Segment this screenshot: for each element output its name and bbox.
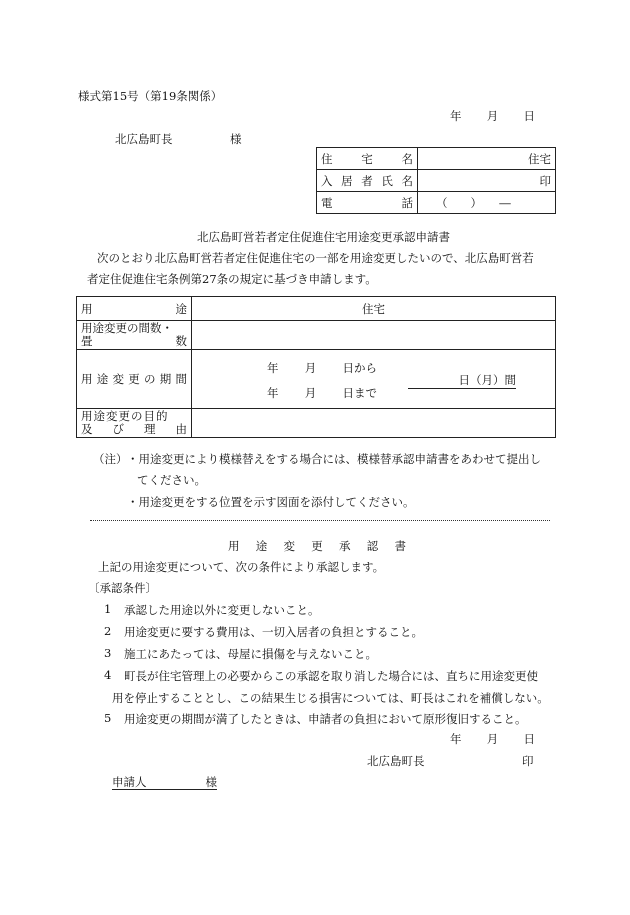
condition-5-num: 5 bbox=[104, 711, 112, 725]
addressee-sama: 様 bbox=[230, 132, 242, 146]
condition-2-text: 用途変更に要する費用は、一切入居者の負担とすること。 bbox=[124, 625, 423, 639]
applicant-label-resident: 入 居 者 氏 名 bbox=[317, 170, 418, 192]
document-title: 北広島町営若者定住促進住宅用途変更承認申請書 bbox=[197, 230, 450, 244]
approval-seal: 印 bbox=[522, 754, 534, 768]
approval-applicant-label: 申請人 bbox=[112, 775, 147, 789]
condition-1-text: 承認した用途以外に変更しないこと。 bbox=[124, 603, 320, 617]
period-value[interactable] bbox=[192, 350, 556, 409]
intro-line-2: 者定住促進住宅条例第27条の規定に基づき申請します。 bbox=[87, 272, 377, 286]
approval-intro: 上記の用途変更について、次の条件により承認します。 bbox=[98, 560, 385, 574]
note-item-2: ・用途変更をする位置を示す図面を添付してください。 bbox=[127, 495, 415, 509]
note-item-1: ・用途変更により模様替えをする場合には、模様替承認申請書をあわせて提出し bbox=[127, 452, 541, 466]
reason-label bbox=[77, 409, 192, 438]
approval-date-line bbox=[450, 731, 535, 747]
applicant-value-resident[interactable]: 印 bbox=[418, 170, 556, 192]
condition-4-text-cont: 用を停止することとし、この結果生じる損害については、町長はこれを補償しない。 bbox=[112, 691, 549, 705]
applicant-value-housing[interactable]: 住宅 bbox=[418, 148, 556, 170]
notes-prefix: （注） bbox=[93, 452, 128, 466]
period-to-month: 月 bbox=[304, 386, 317, 400]
period-to-year: 年 bbox=[267, 386, 279, 400]
period-from-day: 日から bbox=[342, 361, 377, 375]
approval-date-month: 月 bbox=[486, 732, 499, 746]
addressee-name: 北広島町長 bbox=[115, 132, 173, 146]
reason-label-line-2: 及 び 理 由 bbox=[81, 422, 187, 436]
period-from bbox=[267, 360, 377, 376]
period-to bbox=[267, 385, 377, 401]
purpose-label: 用 途 bbox=[77, 297, 192, 321]
date-year: 年 bbox=[450, 109, 462, 123]
date-day: 日 bbox=[523, 109, 535, 123]
applicant-value-phone[interactable]: （ ） ― bbox=[418, 192, 556, 214]
rooms-label-line-1: 用途変更の間数・ bbox=[81, 321, 173, 335]
form-number: 様式第15号（第19条関係） bbox=[78, 89, 223, 103]
note-item-1-cont: てください。 bbox=[137, 473, 206, 487]
condition-3-text: 施工にあたっては、母屋に損傷を与えないこと。 bbox=[124, 647, 377, 661]
condition-4-num: 4 bbox=[104, 668, 112, 682]
approval-applicant-sama: 様 bbox=[205, 775, 217, 789]
approval-date-year: 年 bbox=[450, 732, 462, 746]
approval-mayor: 北広島町長 bbox=[367, 754, 425, 768]
conditions-header: 〔承認条件〕 bbox=[88, 581, 157, 595]
intro-line-1: 次のとおり北広島町営若者定住促進住宅の一部を用途変更したいので、北広島町営若 bbox=[97, 251, 534, 265]
period-from-year: 年 bbox=[267, 361, 279, 375]
main-table bbox=[76, 296, 556, 438]
applicant-label-phone: 電 話 bbox=[317, 192, 418, 214]
dotted-divider bbox=[90, 520, 550, 521]
condition-1-num: 1 bbox=[104, 602, 112, 616]
period-days: 日（月）間 bbox=[408, 372, 516, 389]
condition-4-text: 町長が住宅管理上の必要からこの承認を取り消した場合には、直ちに用途変更使 bbox=[124, 669, 538, 683]
date-month: 月 bbox=[486, 109, 499, 123]
rooms-label bbox=[77, 321, 192, 350]
applicant-table bbox=[316, 147, 556, 214]
reason-label-line-1: 用途変更の目的 bbox=[81, 409, 169, 423]
approval-date-day: 日 bbox=[523, 732, 535, 746]
approval-applicant bbox=[112, 775, 217, 790]
condition-5-text: 用途変更の期間が満了したときは、申請者の負担において原形復旧すること。 bbox=[124, 712, 527, 726]
applicant-label-housing: 住 宅 名 bbox=[317, 148, 418, 170]
rooms-label-line-2: 畳 数 bbox=[81, 334, 187, 348]
reason-value[interactable] bbox=[192, 409, 556, 438]
period-label: 用 途 変 更 の 期 間 bbox=[77, 350, 192, 409]
purpose-value[interactable]: 住宅 bbox=[192, 297, 556, 321]
period-to-day: 日まで bbox=[342, 386, 377, 400]
rooms-value[interactable] bbox=[192, 321, 556, 350]
date-line bbox=[450, 108, 535, 124]
condition-3-num: 3 bbox=[104, 646, 112, 660]
condition-2-num: 2 bbox=[104, 624, 112, 638]
approval-title: 用 途 変 更 承 認 書 bbox=[228, 539, 406, 553]
period-from-month: 月 bbox=[304, 361, 317, 375]
